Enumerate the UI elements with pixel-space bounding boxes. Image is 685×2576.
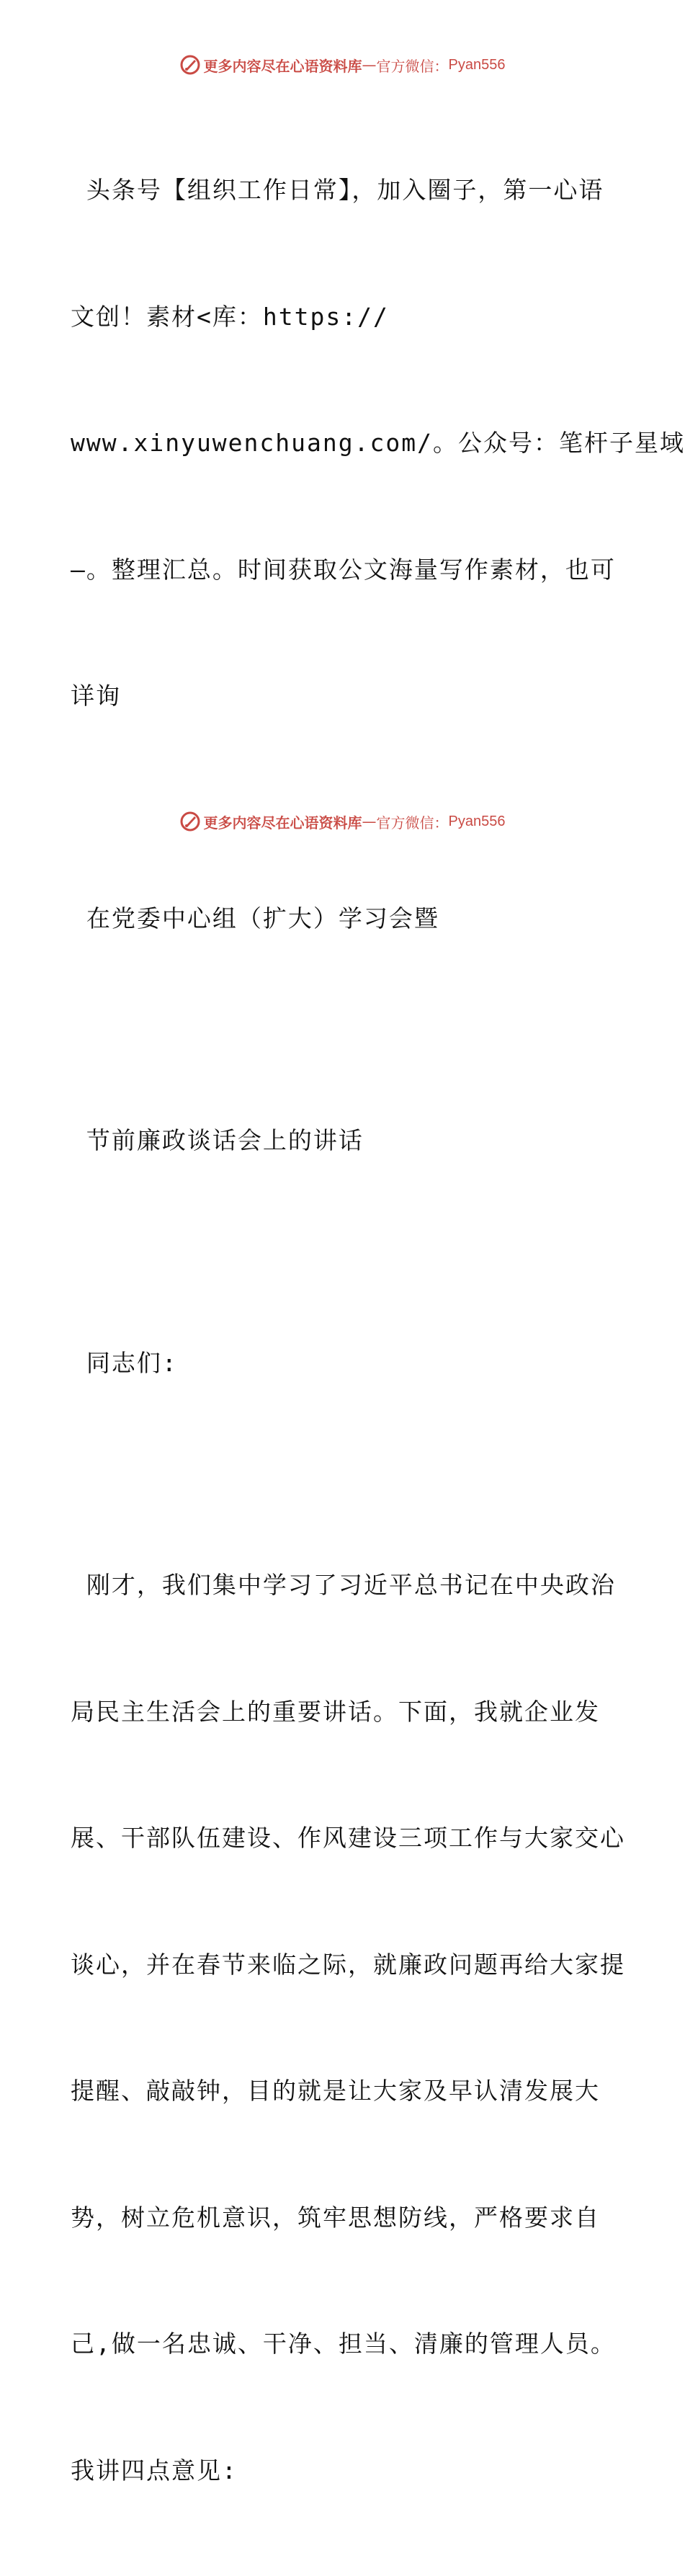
banner-wechat-label: 官方微信： — [376, 814, 449, 832]
intro-line: —。整理汇总。时间获取公文海量写作素材，也可 — [71, 555, 616, 584]
banner-brand: 更多内容尽在心语资料库 — [203, 814, 362, 832]
salutation — [71, 1258, 625, 1469]
quill-seal-icon — [179, 811, 201, 832]
spacer — [71, 1247, 625, 1258]
speech-title — [71, 814, 625, 1025]
document-body — [71, 85, 685, 2576]
body-line: 己,做一名忠诚、干净、担当、清廉的管理人员。 — [71, 2330, 616, 2358]
spacer — [71, 1024, 625, 1035]
speech-subtitle — [71, 1035, 625, 1247]
footer-banner — [0, 807, 684, 836]
banner-wechat-label: 官方微信： — [376, 57, 449, 75]
body-line: 局民主生活会上的重要讲话。下面，我就企业发 — [71, 1697, 600, 1726]
title-line: 在党委中心组（扩大）学习会暨 — [71, 904, 439, 932]
banner-dash: — — [362, 813, 377, 830]
banner-dash: — — [362, 56, 377, 73]
banner-wechat-id: Pyan556 — [448, 813, 506, 829]
banner-brand: 更多内容尽在心语资料库 — [203, 57, 362, 75]
body-line: 我讲四点意见: — [71, 2456, 238, 2484]
intro-line: 头条号【组织工作日常】，加入圈子，第一心语 — [71, 176, 604, 204]
body-line: 刚才，我们集中学习了习近平总书记在中央政治 — [71, 1571, 616, 1599]
banner-wechat-id: Pyan556 — [448, 56, 506, 73]
body-line: 势，树立危机意识，筑牢思想防线，严格要求自 — [71, 2203, 600, 2232]
salutation-line: 同志们: — [71, 1348, 178, 1377]
quill-seal-icon — [179, 54, 201, 76]
title-line: 节前廉政谈话会上的讲话 — [71, 1126, 364, 1154]
intro-line: www.xinyuwenchuang.com/。公众号：笔杆子星域 — [71, 429, 685, 457]
spacer — [71, 1469, 625, 1480]
body-line: 展、干部队伍建设、作风建设三项工作与大家交心 — [71, 1824, 625, 1852]
body-paragraph — [71, 1480, 625, 2576]
body-line: 提醒、敲敲钟，目的就是让大家及早认清发展大 — [71, 2077, 600, 2105]
body-line: 谈心，并在春节来临之际，就廉政问题再给大家提 — [71, 1950, 625, 1979]
intro-line: 文创！素材<库：https:// — [71, 302, 389, 331]
intro-line: 详询 — [71, 682, 121, 710]
header-banner — [0, 50, 684, 79]
intro-paragraph — [71, 85, 685, 802]
